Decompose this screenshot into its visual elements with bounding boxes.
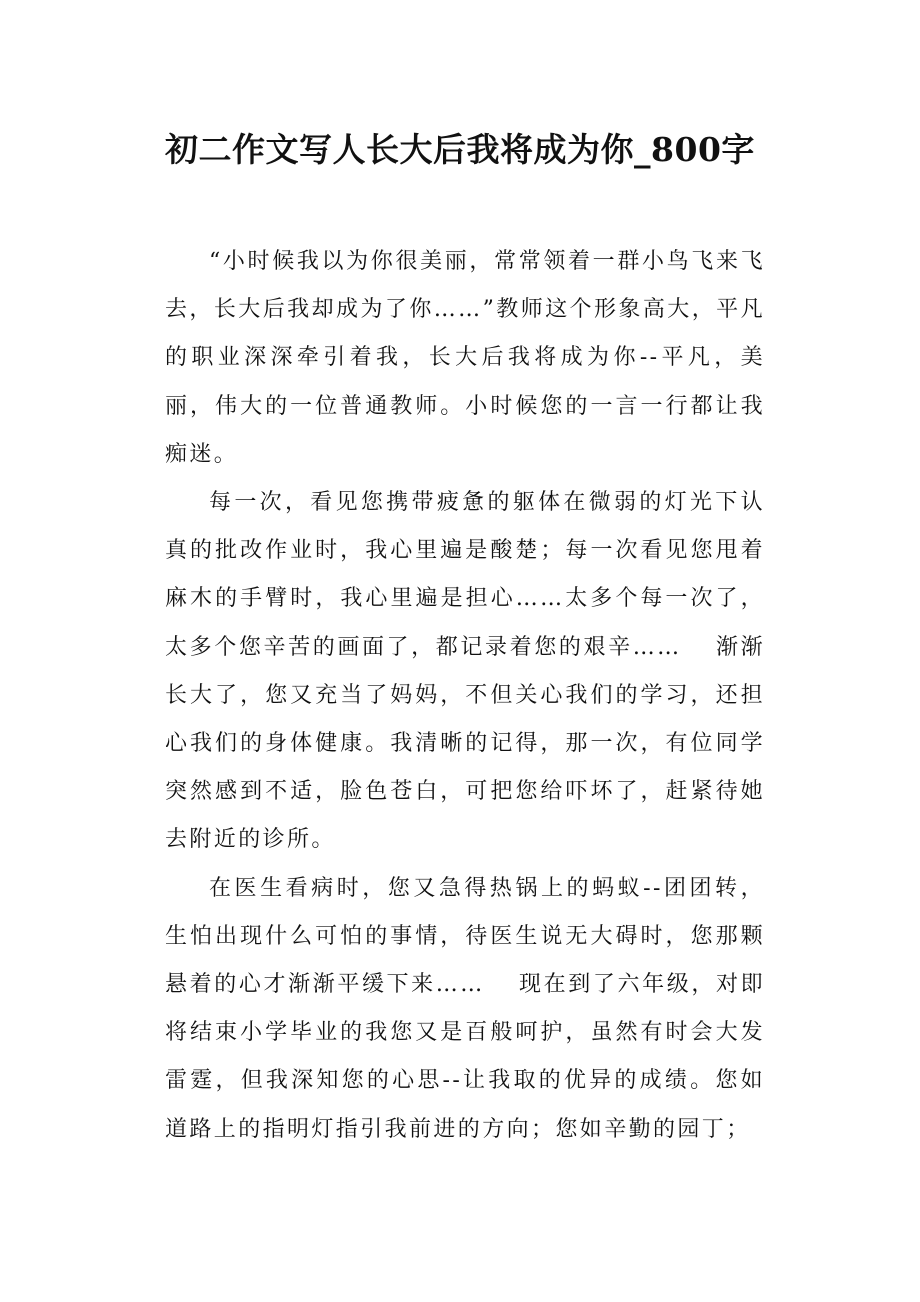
paragraph-2: 每一次，看见您携带疲惫的躯体在微弱的灯光下认真的批改作业时，我心里遍是酸楚；每一次看见您甩着麻木的手臂时，我心里遍是担心……太多个每一次了，太多个您辛苦的画面了，都记录着您的艰辛…… 渐渐长大了，您又充当了妈妈，不但关心我们的学习，还担心我们的身体健康。我清晰的记得，那一次，有位同学突然感到不适，脸色苍白，可把您给吓坏了，赶紧待她去附近的诊所。 [165,490,765,853]
paragraph-1: “小时候我以为你很美丽，常常领着一群小鸟飞来飞去，长大后我却成为了你……”教师这个形象高大，平凡的职业深深牵引着我，长大后我将成为你--平凡，美丽，伟大的一位普通教师。小时候您的一言一行都让我痴迷。 [165,249,765,467]
document-title: 初二作文写人长大后我将成为你_800字 [165,130,755,169]
document-body [165,238,765,1154]
paragraph-3: 在医生看病时，您又急得热锅上的蚂蚁--团团转，生怕出现什么可怕的事情，待医生说无大碍时，您那颗悬着的心才渐渐平缓下来…… 现在到了六年级，对即将结束小学毕业的我您又是百般呵护，虽然有时会大发雷霆，但我深知您的心思--让我取的优异的成绩。您如道路上的指明灯指引我前进的方向；您如辛勤的园丁； [165,875,765,1142]
